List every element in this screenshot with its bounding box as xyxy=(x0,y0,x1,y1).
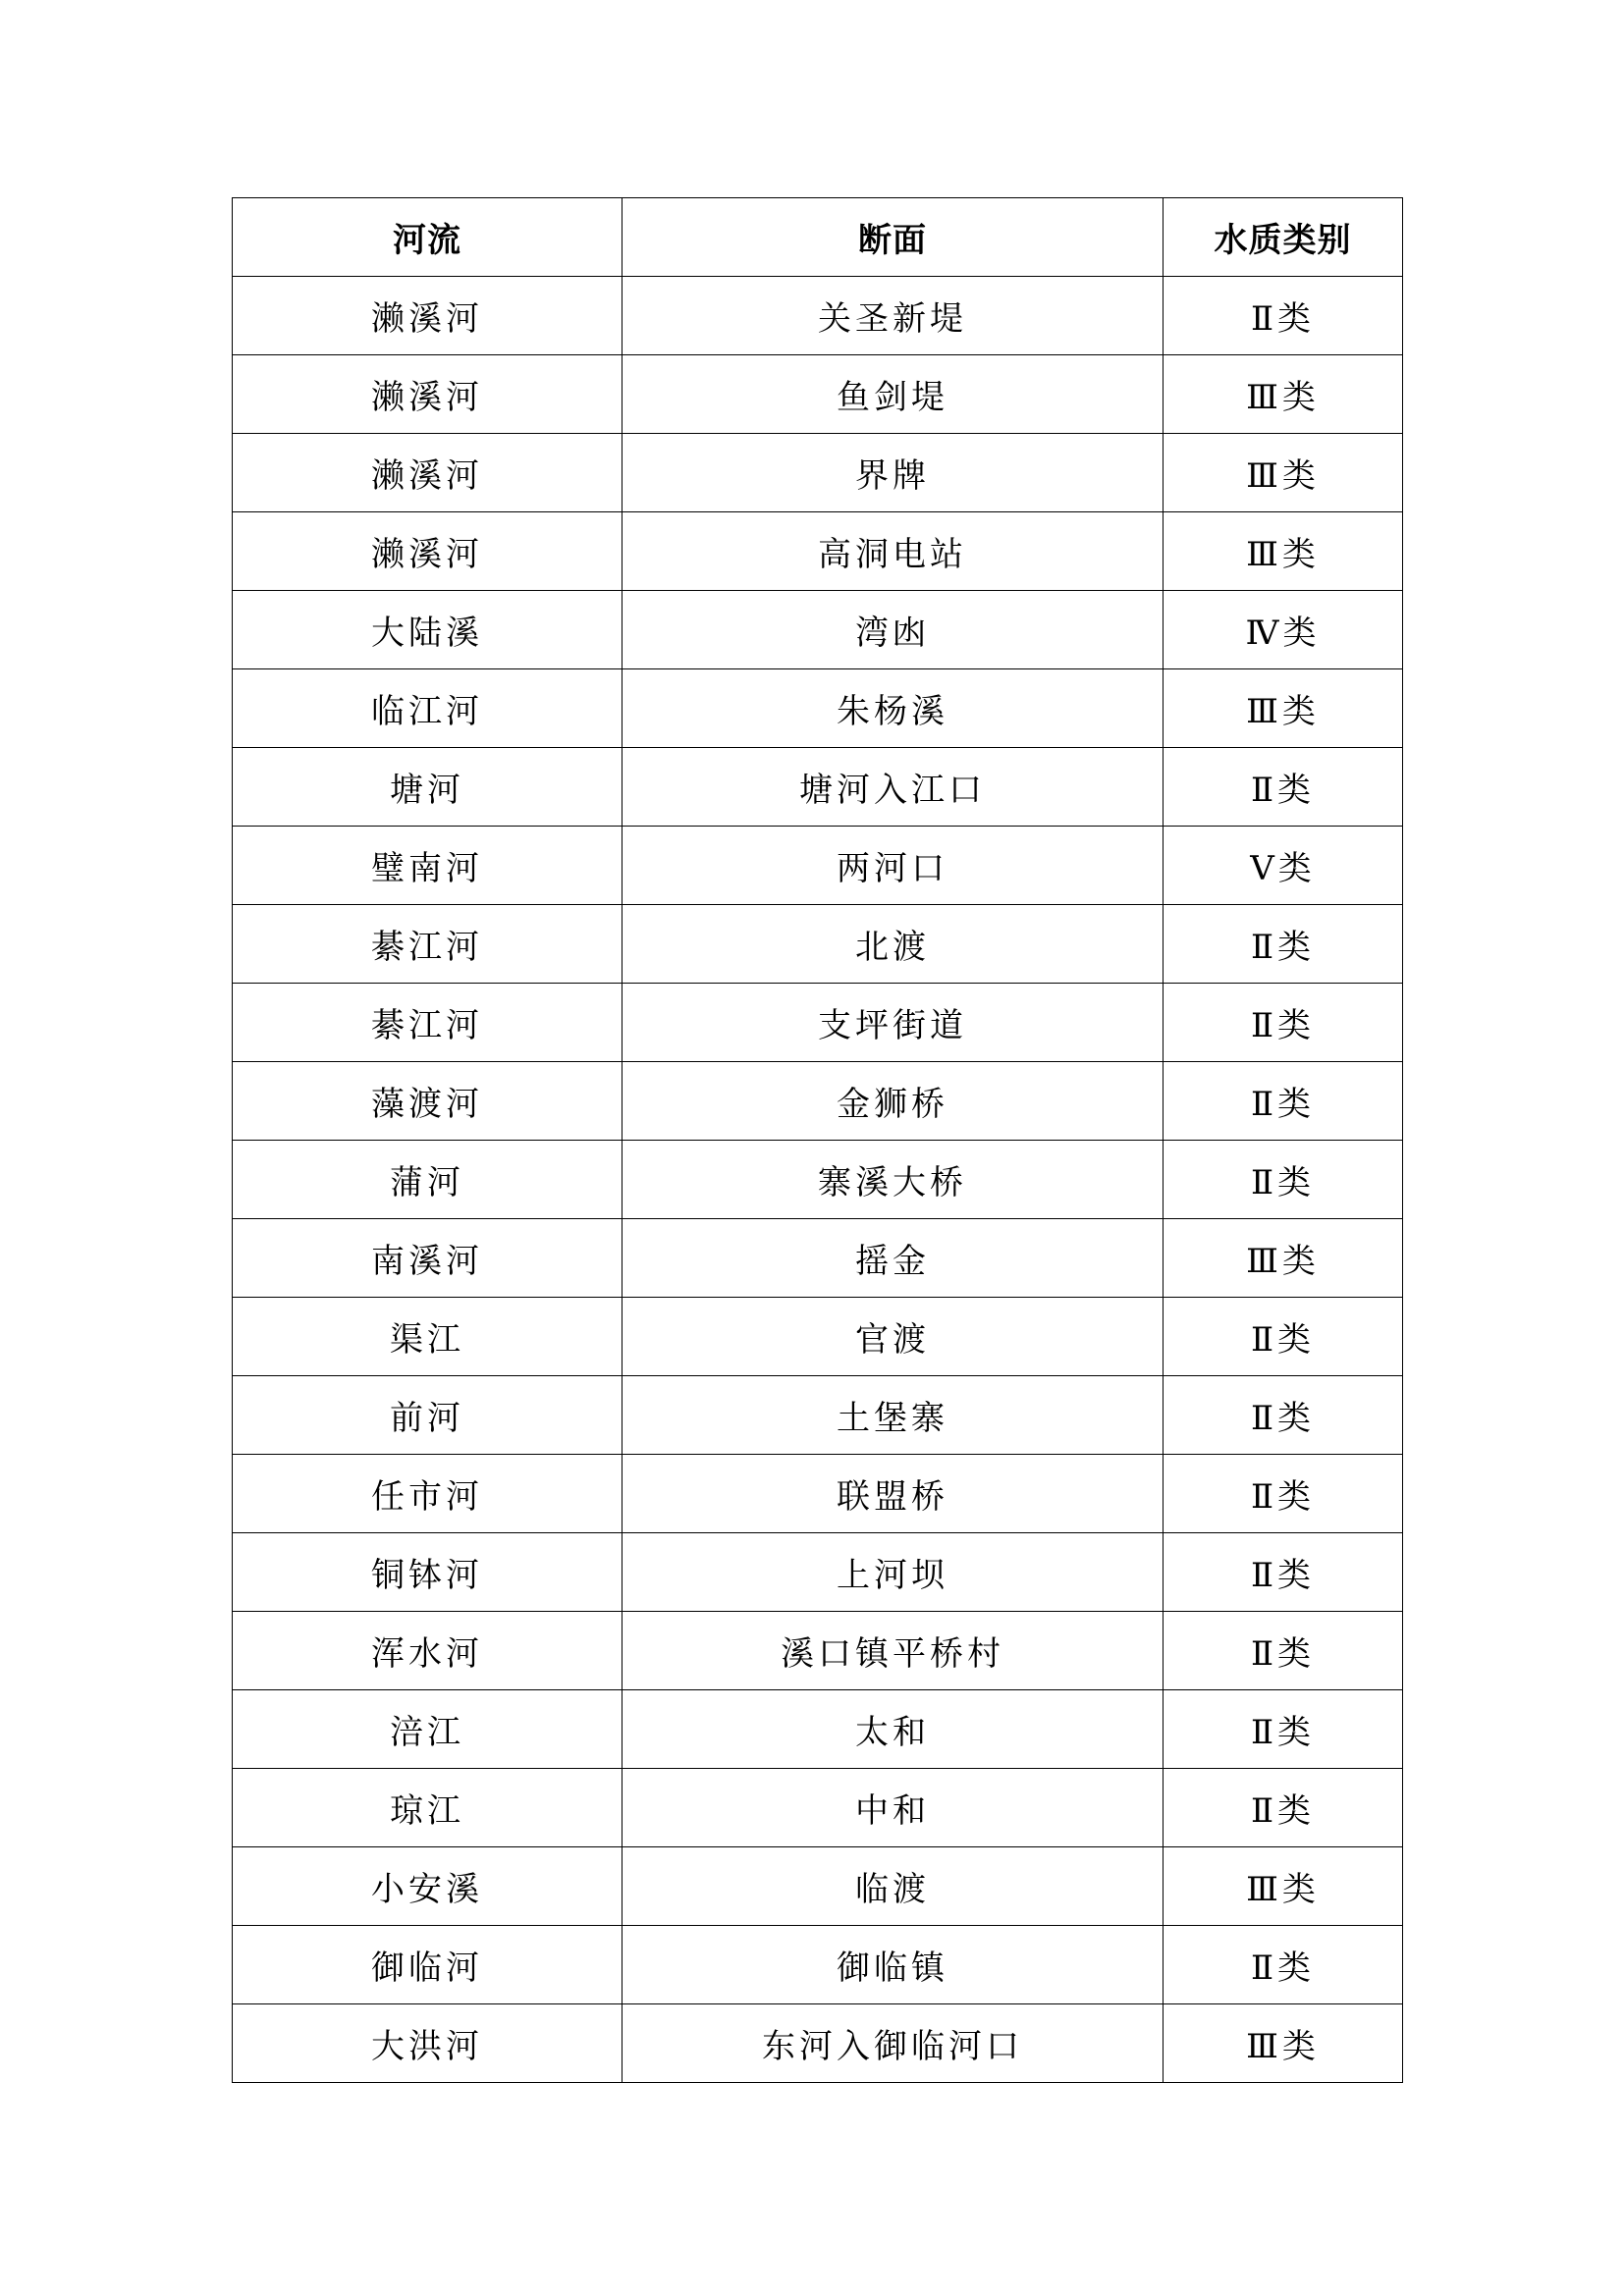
table-row xyxy=(233,1847,1403,1926)
cell-section: 高洞电站 xyxy=(623,512,1164,591)
cell-water-quality-class: Ⅱ类 xyxy=(1164,1455,1403,1533)
table-row xyxy=(233,748,1403,827)
cell-river: 大洪河 xyxy=(233,2004,623,2083)
table-row xyxy=(233,1533,1403,1612)
cell-water-quality-class: Ⅴ类 xyxy=(1164,827,1403,905)
cell-section: 官渡 xyxy=(623,1298,1164,1376)
cell-section: 联盟桥 xyxy=(623,1455,1164,1533)
cell-section: 摇金 xyxy=(623,1219,1164,1298)
cell-river: 璧南河 xyxy=(233,827,623,905)
cell-water-quality-class: Ⅱ类 xyxy=(1164,1533,1403,1612)
cell-river: 前河 xyxy=(233,1376,623,1455)
cell-water-quality-class: Ⅱ类 xyxy=(1164,1926,1403,2004)
cell-water-quality-class: Ⅱ类 xyxy=(1164,748,1403,827)
cell-river: 任市河 xyxy=(233,1455,623,1533)
cell-water-quality-class: Ⅱ类 xyxy=(1164,905,1403,984)
cell-section: 东河入御临河口 xyxy=(623,2004,1164,2083)
cell-river: 琼江 xyxy=(233,1769,623,1847)
table-row xyxy=(233,1769,1403,1847)
table-row xyxy=(233,905,1403,984)
cell-river: 涪江 xyxy=(233,1690,623,1769)
cell-river: 浑水河 xyxy=(233,1612,623,1690)
cell-river: 蒲河 xyxy=(233,1141,623,1219)
water-quality-table xyxy=(232,197,1403,2083)
cell-river: 渠江 xyxy=(233,1298,623,1376)
cell-river: 濑溪河 xyxy=(233,277,623,355)
cell-section: 两河口 xyxy=(623,827,1164,905)
table-row xyxy=(233,1219,1403,1298)
cell-river: 大陆溪 xyxy=(233,591,623,669)
table-row xyxy=(233,1062,1403,1141)
cell-water-quality-class: Ⅱ类 xyxy=(1164,1690,1403,1769)
cell-section: 上河坝 xyxy=(623,1533,1164,1612)
cell-water-quality-class: Ⅱ类 xyxy=(1164,1376,1403,1455)
cell-river: 藻渡河 xyxy=(233,1062,623,1141)
cell-river: 綦江河 xyxy=(233,984,623,1062)
header-water-quality-class: 水质类别 xyxy=(1164,198,1403,277)
cell-water-quality-class: Ⅱ类 xyxy=(1164,1612,1403,1690)
cell-river: 濑溪河 xyxy=(233,355,623,434)
cell-section: 中和 xyxy=(623,1769,1164,1847)
table-row xyxy=(233,591,1403,669)
cell-water-quality-class: Ⅲ类 xyxy=(1164,512,1403,591)
cell-water-quality-class: Ⅱ类 xyxy=(1164,1769,1403,1847)
cell-water-quality-class: Ⅲ类 xyxy=(1164,1847,1403,1926)
table-row xyxy=(233,1376,1403,1455)
table-row xyxy=(233,1141,1403,1219)
cell-section: 塘河入江口 xyxy=(623,748,1164,827)
cell-section: 关圣新堤 xyxy=(623,277,1164,355)
table-row xyxy=(233,512,1403,591)
cell-water-quality-class: Ⅱ类 xyxy=(1164,1141,1403,1219)
cell-river: 临江河 xyxy=(233,669,623,748)
cell-river: 御临河 xyxy=(233,1926,623,2004)
cell-river: 南溪河 xyxy=(233,1219,623,1298)
cell-water-quality-class: Ⅲ类 xyxy=(1164,669,1403,748)
table-header-row xyxy=(233,198,1403,277)
cell-river: 小安溪 xyxy=(233,1847,623,1926)
cell-river: 塘河 xyxy=(233,748,623,827)
cell-water-quality-class: Ⅲ类 xyxy=(1164,434,1403,512)
table-row xyxy=(233,984,1403,1062)
cell-river: 綦江河 xyxy=(233,905,623,984)
cell-section: 朱杨溪 xyxy=(623,669,1164,748)
cell-water-quality-class: Ⅱ类 xyxy=(1164,1298,1403,1376)
table-row xyxy=(233,827,1403,905)
table-row xyxy=(233,1690,1403,1769)
table-row xyxy=(233,2004,1403,2083)
header-section: 断面 xyxy=(623,198,1164,277)
header-river: 河流 xyxy=(233,198,623,277)
cell-section: 土堡寨 xyxy=(623,1376,1164,1455)
table-row xyxy=(233,1298,1403,1376)
table-row xyxy=(233,1612,1403,1690)
table-row xyxy=(233,1926,1403,2004)
table-row xyxy=(233,434,1403,512)
cell-section: 金狮桥 xyxy=(623,1062,1164,1141)
cell-section: 北渡 xyxy=(623,905,1164,984)
cell-river: 铜钵河 xyxy=(233,1533,623,1612)
cell-water-quality-class: Ⅱ类 xyxy=(1164,1062,1403,1141)
cell-river: 濑溪河 xyxy=(233,434,623,512)
table-row xyxy=(233,277,1403,355)
cell-section: 湾凼 xyxy=(623,591,1164,669)
cell-water-quality-class: Ⅳ类 xyxy=(1164,591,1403,669)
cell-section: 溪口镇平桥村 xyxy=(623,1612,1164,1690)
cell-river: 濑溪河 xyxy=(233,512,623,591)
cell-section: 临渡 xyxy=(623,1847,1164,1926)
table-row xyxy=(233,1455,1403,1533)
cell-water-quality-class: Ⅲ类 xyxy=(1164,355,1403,434)
cell-water-quality-class: Ⅱ类 xyxy=(1164,984,1403,1062)
table-row xyxy=(233,355,1403,434)
cell-section: 寨溪大桥 xyxy=(623,1141,1164,1219)
cell-section: 太和 xyxy=(623,1690,1164,1769)
cell-section: 御临镇 xyxy=(623,1926,1164,2004)
cell-section: 支坪街道 xyxy=(623,984,1164,1062)
table-body xyxy=(233,277,1403,2083)
cell-water-quality-class: Ⅱ类 xyxy=(1164,277,1403,355)
cell-water-quality-class: Ⅲ类 xyxy=(1164,2004,1403,2083)
cell-section: 鱼剑堤 xyxy=(623,355,1164,434)
cell-section: 界牌 xyxy=(623,434,1164,512)
cell-water-quality-class: Ⅲ类 xyxy=(1164,1219,1403,1298)
table-row xyxy=(233,669,1403,748)
